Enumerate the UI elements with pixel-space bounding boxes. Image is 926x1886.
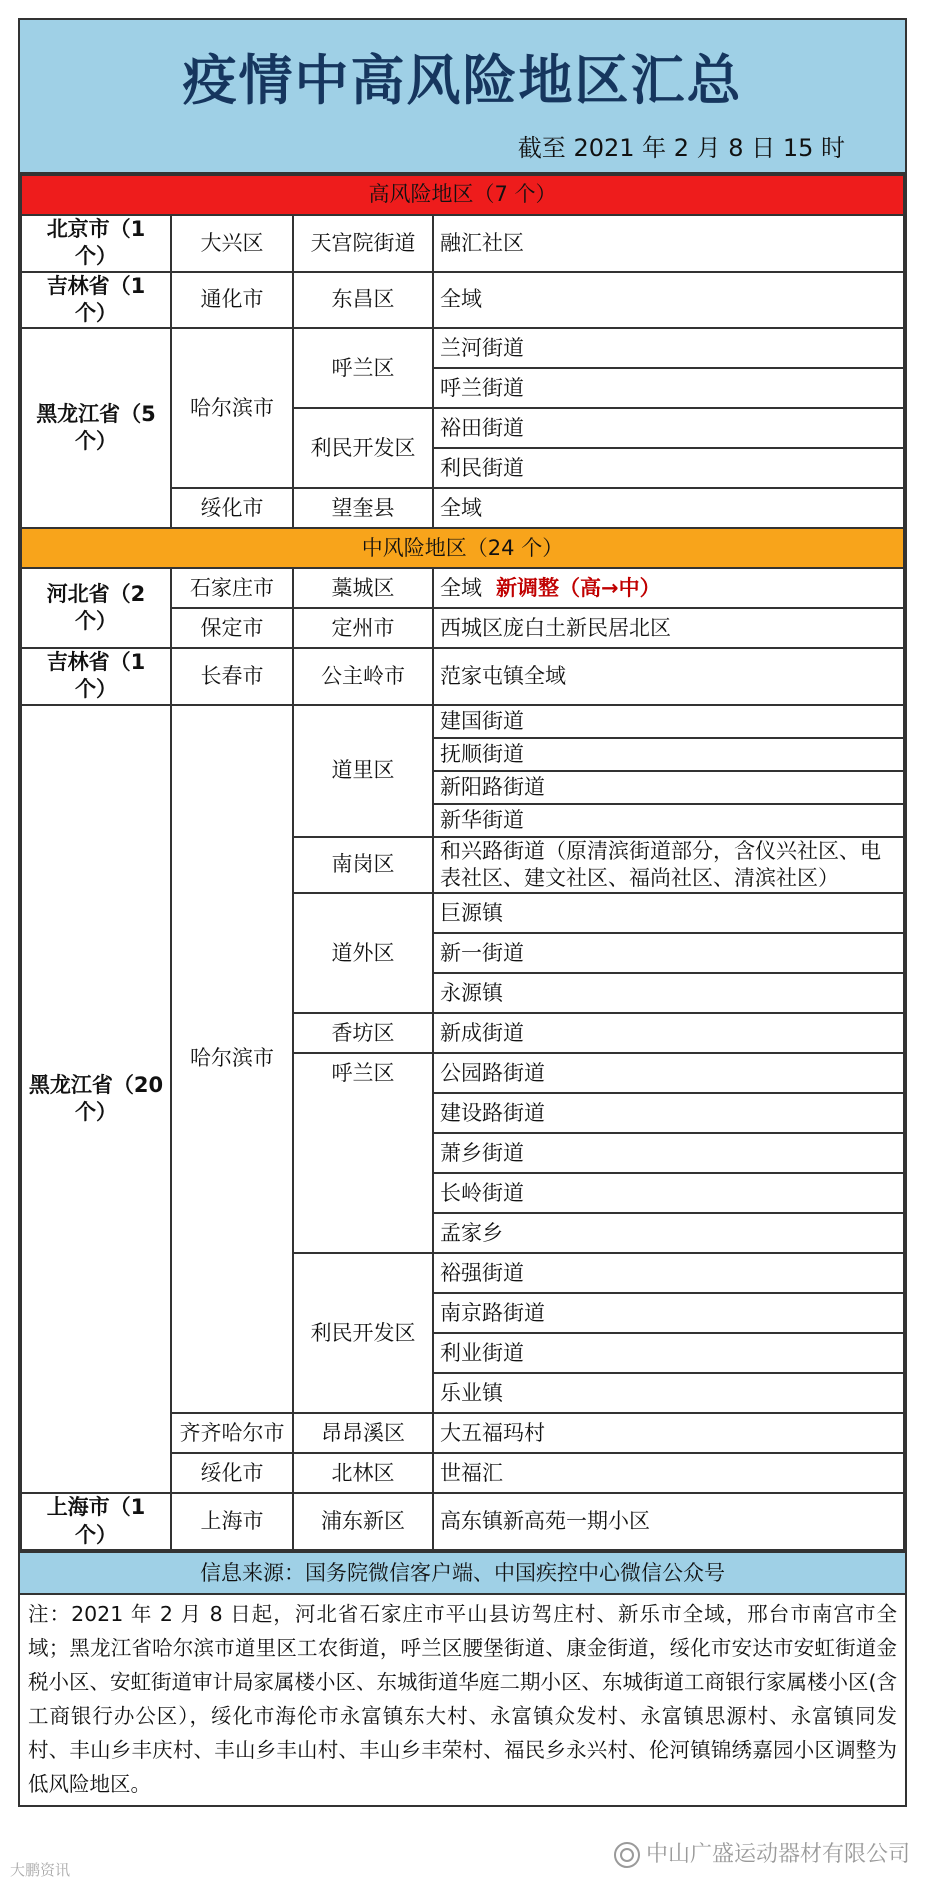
district-cell: 利民开发区 xyxy=(293,1253,433,1413)
city-cell: 哈尔滨市 xyxy=(171,705,293,1414)
place-cell: 大五福玛村 xyxy=(433,1413,904,1453)
place-cell: 长岭街道 xyxy=(433,1173,904,1213)
district-cell: 浦东新区 xyxy=(293,1493,433,1550)
medium-risk-header: 中风险地区（24 个） xyxy=(21,528,904,568)
place-cell: 巨源镇 xyxy=(433,893,904,933)
page-title: 疫情中高风险地区汇总 xyxy=(182,49,743,112)
table-row xyxy=(21,705,904,738)
district-cell: 道外区 xyxy=(293,893,433,1013)
info-source: 信息来源：国务院微信客户端、中国疾控中心微信公众号 xyxy=(20,1551,905,1593)
province-cell: 北京市（1 个） xyxy=(21,215,171,272)
table-row xyxy=(21,328,904,368)
place-cell: 建国街道 xyxy=(433,705,904,738)
place-cell: 新一街道 xyxy=(433,933,904,973)
district-cell: 南岗区 xyxy=(293,837,433,894)
place-cell: 高东镇新高苑一期小区 xyxy=(433,1493,904,1550)
district-cell: 东昌区 xyxy=(293,272,433,329)
place-cell: 萧乡街道 xyxy=(433,1133,904,1173)
as-of-date: 截至 2021 年 2 月 8 日 15 时 xyxy=(517,134,845,162)
place-cell: 新华街道 xyxy=(433,804,904,837)
place-cell: 利民街道 xyxy=(433,448,904,488)
district-cell: 利民开发区 xyxy=(293,408,433,488)
place-cell: 范家屯镇全域 xyxy=(433,648,904,705)
place-cell: 全域 xyxy=(433,272,904,329)
city-cell: 绥化市 xyxy=(171,488,293,528)
district-cell: 望奎县 xyxy=(293,488,433,528)
place-cell: 裕强街道 xyxy=(433,1253,904,1293)
place-cell: 兰河街道 xyxy=(433,328,904,368)
place-cell: 永源镇 xyxy=(433,973,904,1013)
place-cell: 世福汇 xyxy=(433,1453,904,1493)
table-row xyxy=(21,1493,904,1550)
place-cell: 公园路街道 xyxy=(433,1053,904,1093)
city-cell: 保定市 xyxy=(171,608,293,648)
place-cell: 呼兰街道 xyxy=(433,368,904,408)
district-cell: 公主岭市 xyxy=(293,648,433,705)
watermark-source: 大鹏资讯 xyxy=(10,1861,71,1879)
city-cell: 哈尔滨市 xyxy=(171,328,293,488)
place-cell: 抚顺街道 xyxy=(433,738,904,771)
district-cell: 北林区 xyxy=(293,1453,433,1493)
watermark-company xyxy=(614,1837,910,1868)
table-row xyxy=(21,568,904,608)
city-cell: 大兴区 xyxy=(171,215,293,272)
place-text: 全域 xyxy=(440,575,482,600)
risk-area-table xyxy=(20,174,905,1551)
table-row xyxy=(21,215,904,272)
province-cell: 上海市（1 个） xyxy=(21,1493,171,1550)
adjustment-footnote: 注：2021 年 2 月 8 日起，河北省石家庄市平山县访驾庄村、新乐市全域，邢台市南宫市全域；黑龙江省哈尔滨市道里区工农街道，呼兰区腰堡街道、康金街道，绥化市安达市安虹街道金税小区、安虹街道审计局家属楼小区、东城街道华庭二期小区、东城街道工商银行家属楼小区(含工商银行办公区），绥化市海伦市永富镇东大村、永富镇众发村、永富镇思源村、永富镇同发村、丰山乡丰庆村、丰山乡丰山村、丰山乡丰荣村、福民乡永兴村、伦河镇锦绣嘉园小区调整为低风险地区。 xyxy=(20,1593,905,1805)
province-cell: 黑龙江省（20 个） xyxy=(21,705,171,1494)
place-cell: 新成街道 xyxy=(433,1013,904,1053)
district-cell: 道里区 xyxy=(293,705,433,837)
province-cell: 吉林省（1 个） xyxy=(21,272,171,329)
place-cell: 和兴路街道（原清滨街道部分，含仪兴社区、电表社区、建文社区、福尚社区、清滨社区） xyxy=(433,837,904,894)
adjustment-note: 新调整（高→中） xyxy=(496,575,661,600)
city-cell: 长春市 xyxy=(171,648,293,705)
district-cell: 藁城区 xyxy=(293,568,433,608)
province-cell: 吉林省（1 个） xyxy=(21,648,171,705)
high-risk-header: 高风险地区（7 个） xyxy=(21,175,904,215)
province-cell: 黑龙江省（5 个） xyxy=(21,328,171,528)
city-cell: 齐齐哈尔市 xyxy=(171,1413,293,1453)
watermark-company-text: 中山广盛运动器材有限公司 xyxy=(645,1842,910,1867)
place-cell: 新阳路街道 xyxy=(433,771,904,804)
place-cell: 乐业镇 xyxy=(433,1373,904,1413)
district-cell: 呼兰区 xyxy=(293,328,433,408)
city-cell: 绥化市 xyxy=(171,1453,293,1493)
place-cell: 利业街道 xyxy=(433,1333,904,1373)
place-cell: 融汇社区 xyxy=(433,215,904,272)
district-cell: 香坊区 xyxy=(293,1013,433,1053)
place-cell: 建设路街道 xyxy=(433,1093,904,1133)
place-cell: 全域 xyxy=(433,488,904,528)
place-cell: 裕田街道 xyxy=(433,408,904,448)
table-row xyxy=(21,272,904,329)
district-cell: 昂昂溪区 xyxy=(293,1413,433,1453)
city-cell: 通化市 xyxy=(171,272,293,329)
high-risk-header-row xyxy=(21,175,904,215)
place-cell: 西城区庞白土新民居北区 xyxy=(433,608,904,648)
district-cell: 呼兰区 xyxy=(293,1053,433,1253)
wechat-icon xyxy=(614,1842,640,1868)
risk-area-document xyxy=(18,18,907,1807)
district-cell: 定州市 xyxy=(293,608,433,648)
place-cell xyxy=(433,568,904,608)
table-row xyxy=(21,648,904,705)
medium-risk-header-row xyxy=(21,528,904,568)
place-cell: 孟家乡 xyxy=(433,1213,904,1253)
province-cell: 河北省（2 个） xyxy=(21,568,171,648)
city-cell: 上海市 xyxy=(171,1493,293,1550)
city-cell: 石家庄市 xyxy=(171,568,293,608)
place-cell: 南京路街道 xyxy=(433,1293,904,1333)
title-banner xyxy=(20,20,905,174)
district-cell: 天宫院街道 xyxy=(293,215,433,272)
